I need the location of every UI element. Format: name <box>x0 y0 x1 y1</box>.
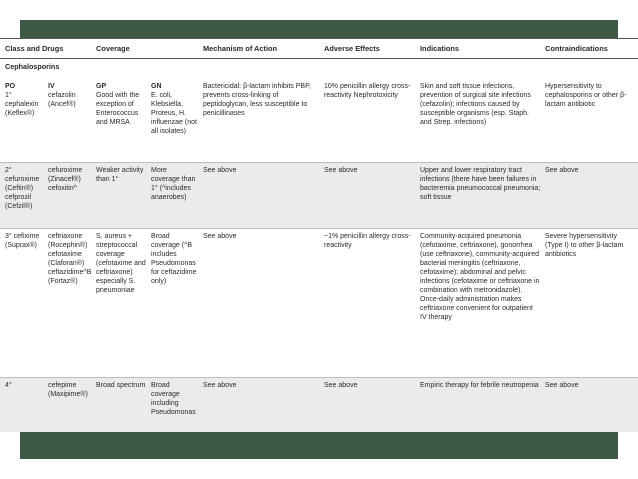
adverse-effects: See above <box>324 382 358 389</box>
table-row-4th-gen <box>0 378 638 432</box>
gn-coverage: Broad coverage (^B includes Pseudomonas for ceftazidime only) <box>151 233 197 285</box>
col-coverage: Coverage <box>96 44 130 53</box>
po-label: PO <box>5 83 16 90</box>
adverse-effects: 10% penicillin allergy cross-reactivity Nephrotoxicity <box>324 83 411 99</box>
gn-coverage: More coverage than 1° (^includes anaerobes) <box>151 167 196 201</box>
mechanism: See above <box>203 167 237 174</box>
top-title-band <box>20 20 618 38</box>
contraindications: See above <box>545 167 579 174</box>
table-row-3rd-gen <box>0 229 638 377</box>
generation-number: 2° <box>5 167 12 174</box>
contraindications: Severe hypersensitivity (Type I) to other β-lactam antibiotics <box>545 233 624 258</box>
indications: Community-acquired pneumonia (cefotaxime, ceftriaxone), gonorrhea (use ceftriaxone), community-acquired bacterial meningitis (ceftriaxone, cefotaxime); abdominal and pelvic infections (cefotaxime or ceftriaxone in combination with metronidazole). Once-daily administration makes ceftriaxone convenient for outpatient IV therapy <box>420 233 540 321</box>
generation-label <box>5 166 47 211</box>
col-adverse: Adverse Effects <box>324 44 380 53</box>
gp-coverage: Weaker activity than 1° <box>96 167 144 183</box>
adverse-effects: See above <box>324 167 358 174</box>
col-contraindications: Contraindications <box>545 44 608 53</box>
table-header <box>0 38 638 59</box>
generation-number: 3° <box>5 233 12 240</box>
section-title: Cephalosporins <box>5 62 60 71</box>
iv-drug: cefazolin (Ancef®) <box>48 92 76 108</box>
iv-drug: cefepime (Maxipime®) <box>48 382 88 398</box>
cephalosporin-table <box>0 38 638 432</box>
po-drug: cefixime (Suprax®) <box>5 233 40 249</box>
gp-coverage: S. aureus + streptococcal coverage (cefotaxime and ceftriaxone) especially S. pneumoniae <box>96 233 146 294</box>
gp-coverage: Broad spectrum <box>96 382 146 389</box>
iv-drug: ceftriaxone (Rocephin®) cefotaxime (Claforan®) ceftazidime^B (Fortaz®) <box>48 233 92 285</box>
mechanism: Bactericidal: β-lactam inhibits PBP, prevents cross-linking of peptidoglycan, less susceptible to penicillinases <box>203 83 311 117</box>
adverse-effects: ~1% penicillin allergy cross-reactivity <box>324 233 411 249</box>
col-mechanism: Mechanism of Action <box>203 44 278 53</box>
contraindications: See above <box>545 382 579 389</box>
generation-label: 1° <box>5 92 12 99</box>
po-drug: cephalexin (Keflex®) <box>5 101 39 117</box>
po-drug: cefuroxime (Ceftin®) cefprozil (Cefzil®) <box>5 176 40 210</box>
gp-label: GP <box>96 83 107 90</box>
gp-coverage: Good with the exception of Enterococcus and MRSA <box>96 92 140 126</box>
bottom-band <box>20 432 618 459</box>
gn-label: GN <box>151 83 162 90</box>
indications: Empiric therapy for febrile neutropenia <box>420 382 539 389</box>
mechanism: See above <box>203 382 237 389</box>
table-row-2nd-gen <box>0 163 638 228</box>
generation-label <box>5 232 47 250</box>
iv-label: IV <box>48 83 55 90</box>
gn-coverage: Broad coverage including Pseudomonas <box>151 382 196 416</box>
mechanism: See above <box>203 233 237 240</box>
iv-drug: cefuroxime (Zinacef®) cefoxitin^ <box>48 167 83 192</box>
col-class-drugs: Class and Drugs <box>5 44 64 53</box>
col-indications: Indications <box>420 44 460 53</box>
contraindications: Hypersensitivity to cephalosporins or other β-lactam antibiotic <box>545 83 627 108</box>
indications: Skin and soft tissue infections, prevention of surgical site infections (cefazolin); infections caused by susceptible organisms (esp. Staph. and Strep. infections) <box>420 83 531 126</box>
generation-label: 4° <box>5 382 12 389</box>
gn-coverage: E. coli, Klebsiella, Proteus, H. influenzae (not all isolates) <box>151 92 197 135</box>
indications: Upper and lower respiratory tract infections (there have been failures in bacteremia pneumococcal pneumonia; soft tissue <box>420 167 541 201</box>
